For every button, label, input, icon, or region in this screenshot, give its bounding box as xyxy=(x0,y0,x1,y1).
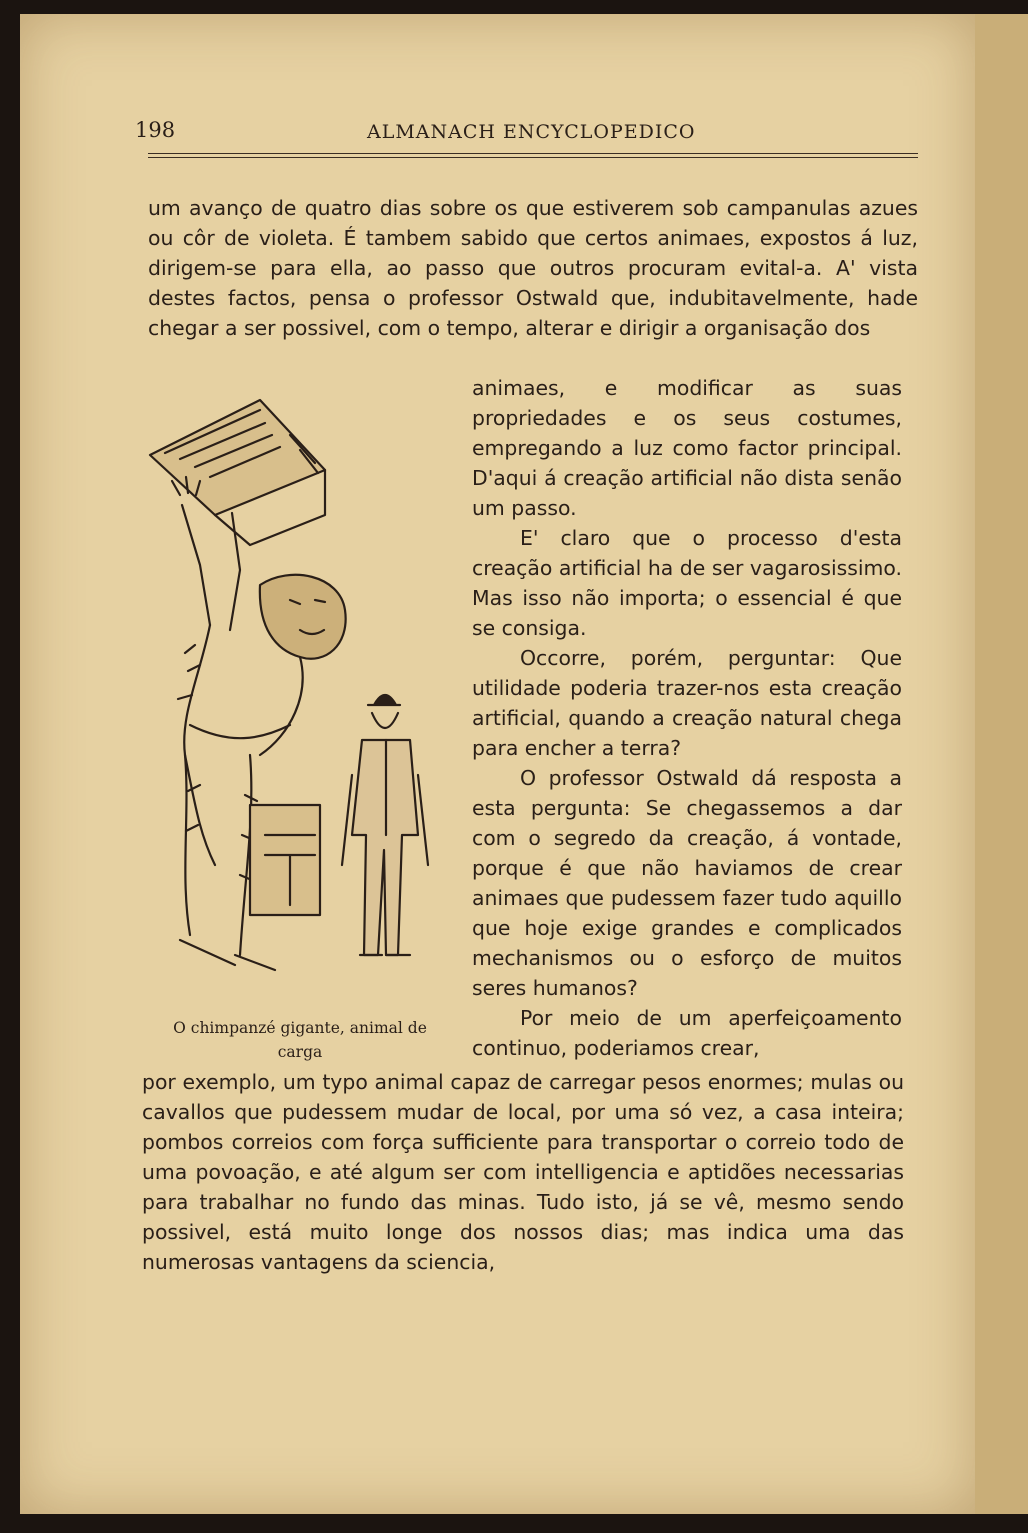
page-header xyxy=(135,118,905,148)
paragraph: O professor Ostwald dá resposta a esta pergunta: Se chegassemos a dar com o segredo da creação, á vontade, porque é que não haviamos de crear animaes que pudessem fazer tudo aquillo que hoje exige grandes e complicados mechanismos ou o esforço de muitos seres humanos? xyxy=(472,766,902,1000)
paragraph-top: um avanço de quatro dias sobre os que estiverem sob campanulas azues ou côr de violeta. É tambem sabido que certos animaes, expostos á luz, dirigem-se para ella, ao passo que outros procuram evital-a. A' vista destes factos, pensa o professor Ostwald que, indubitavelmente, hade chegar a ser possivel, com o tempo, alterar e dirigir a organisação dos xyxy=(148,196,918,340)
header-rule xyxy=(148,153,918,158)
running-title: ALMANACH ENCYCLOPEDICO xyxy=(367,121,696,143)
paragraph-bottom: por exemplo, um typo animal capaz de carregar pesos enormes; mulas ou cavallos que pudessem mudar de local, por uma só vez, a casa inteira; pombos correios com força sufficiente para transportar o correio todo de uma povoação, e até algum ser com intelligencia e aptidões necessarias para trabalhar no fundo das minas. Tudo isto, já se vê, mesmo sendo possivel, está muito longe dos nossos dias; mas indica uma das numerosas vantagens da sciencia, xyxy=(142,1070,904,1274)
chimpanzee-illustration xyxy=(140,395,450,1005)
page-number: 198 xyxy=(135,118,176,142)
figure-caption: O chimpanzé gigante, animal de carga xyxy=(173,1019,427,1061)
paragraph: Occorre, porém, perguntar: Que utilidade poderia trazer-nos esta creação artificial, quando a creação natural chega para encher a terra? xyxy=(472,646,902,760)
paragraph-continuation: animaes, e modificar as suas propriedades e os seus costumes, empregando a luz como factor principal. D'aqui á creação artificial não dista senão um passo. xyxy=(472,376,902,520)
adjacent-page-edge xyxy=(975,14,1028,1514)
paragraph-start: Por meio de um aperfeiçoamento continuo, poderiamos crear, xyxy=(472,1006,902,1060)
paragraph: E' claro que o processo d'esta creação artificial ha de ser vagarosissimo. Mas isso não importa; o essencial é que se consiga. xyxy=(472,526,902,640)
right-column xyxy=(472,373,902,1063)
